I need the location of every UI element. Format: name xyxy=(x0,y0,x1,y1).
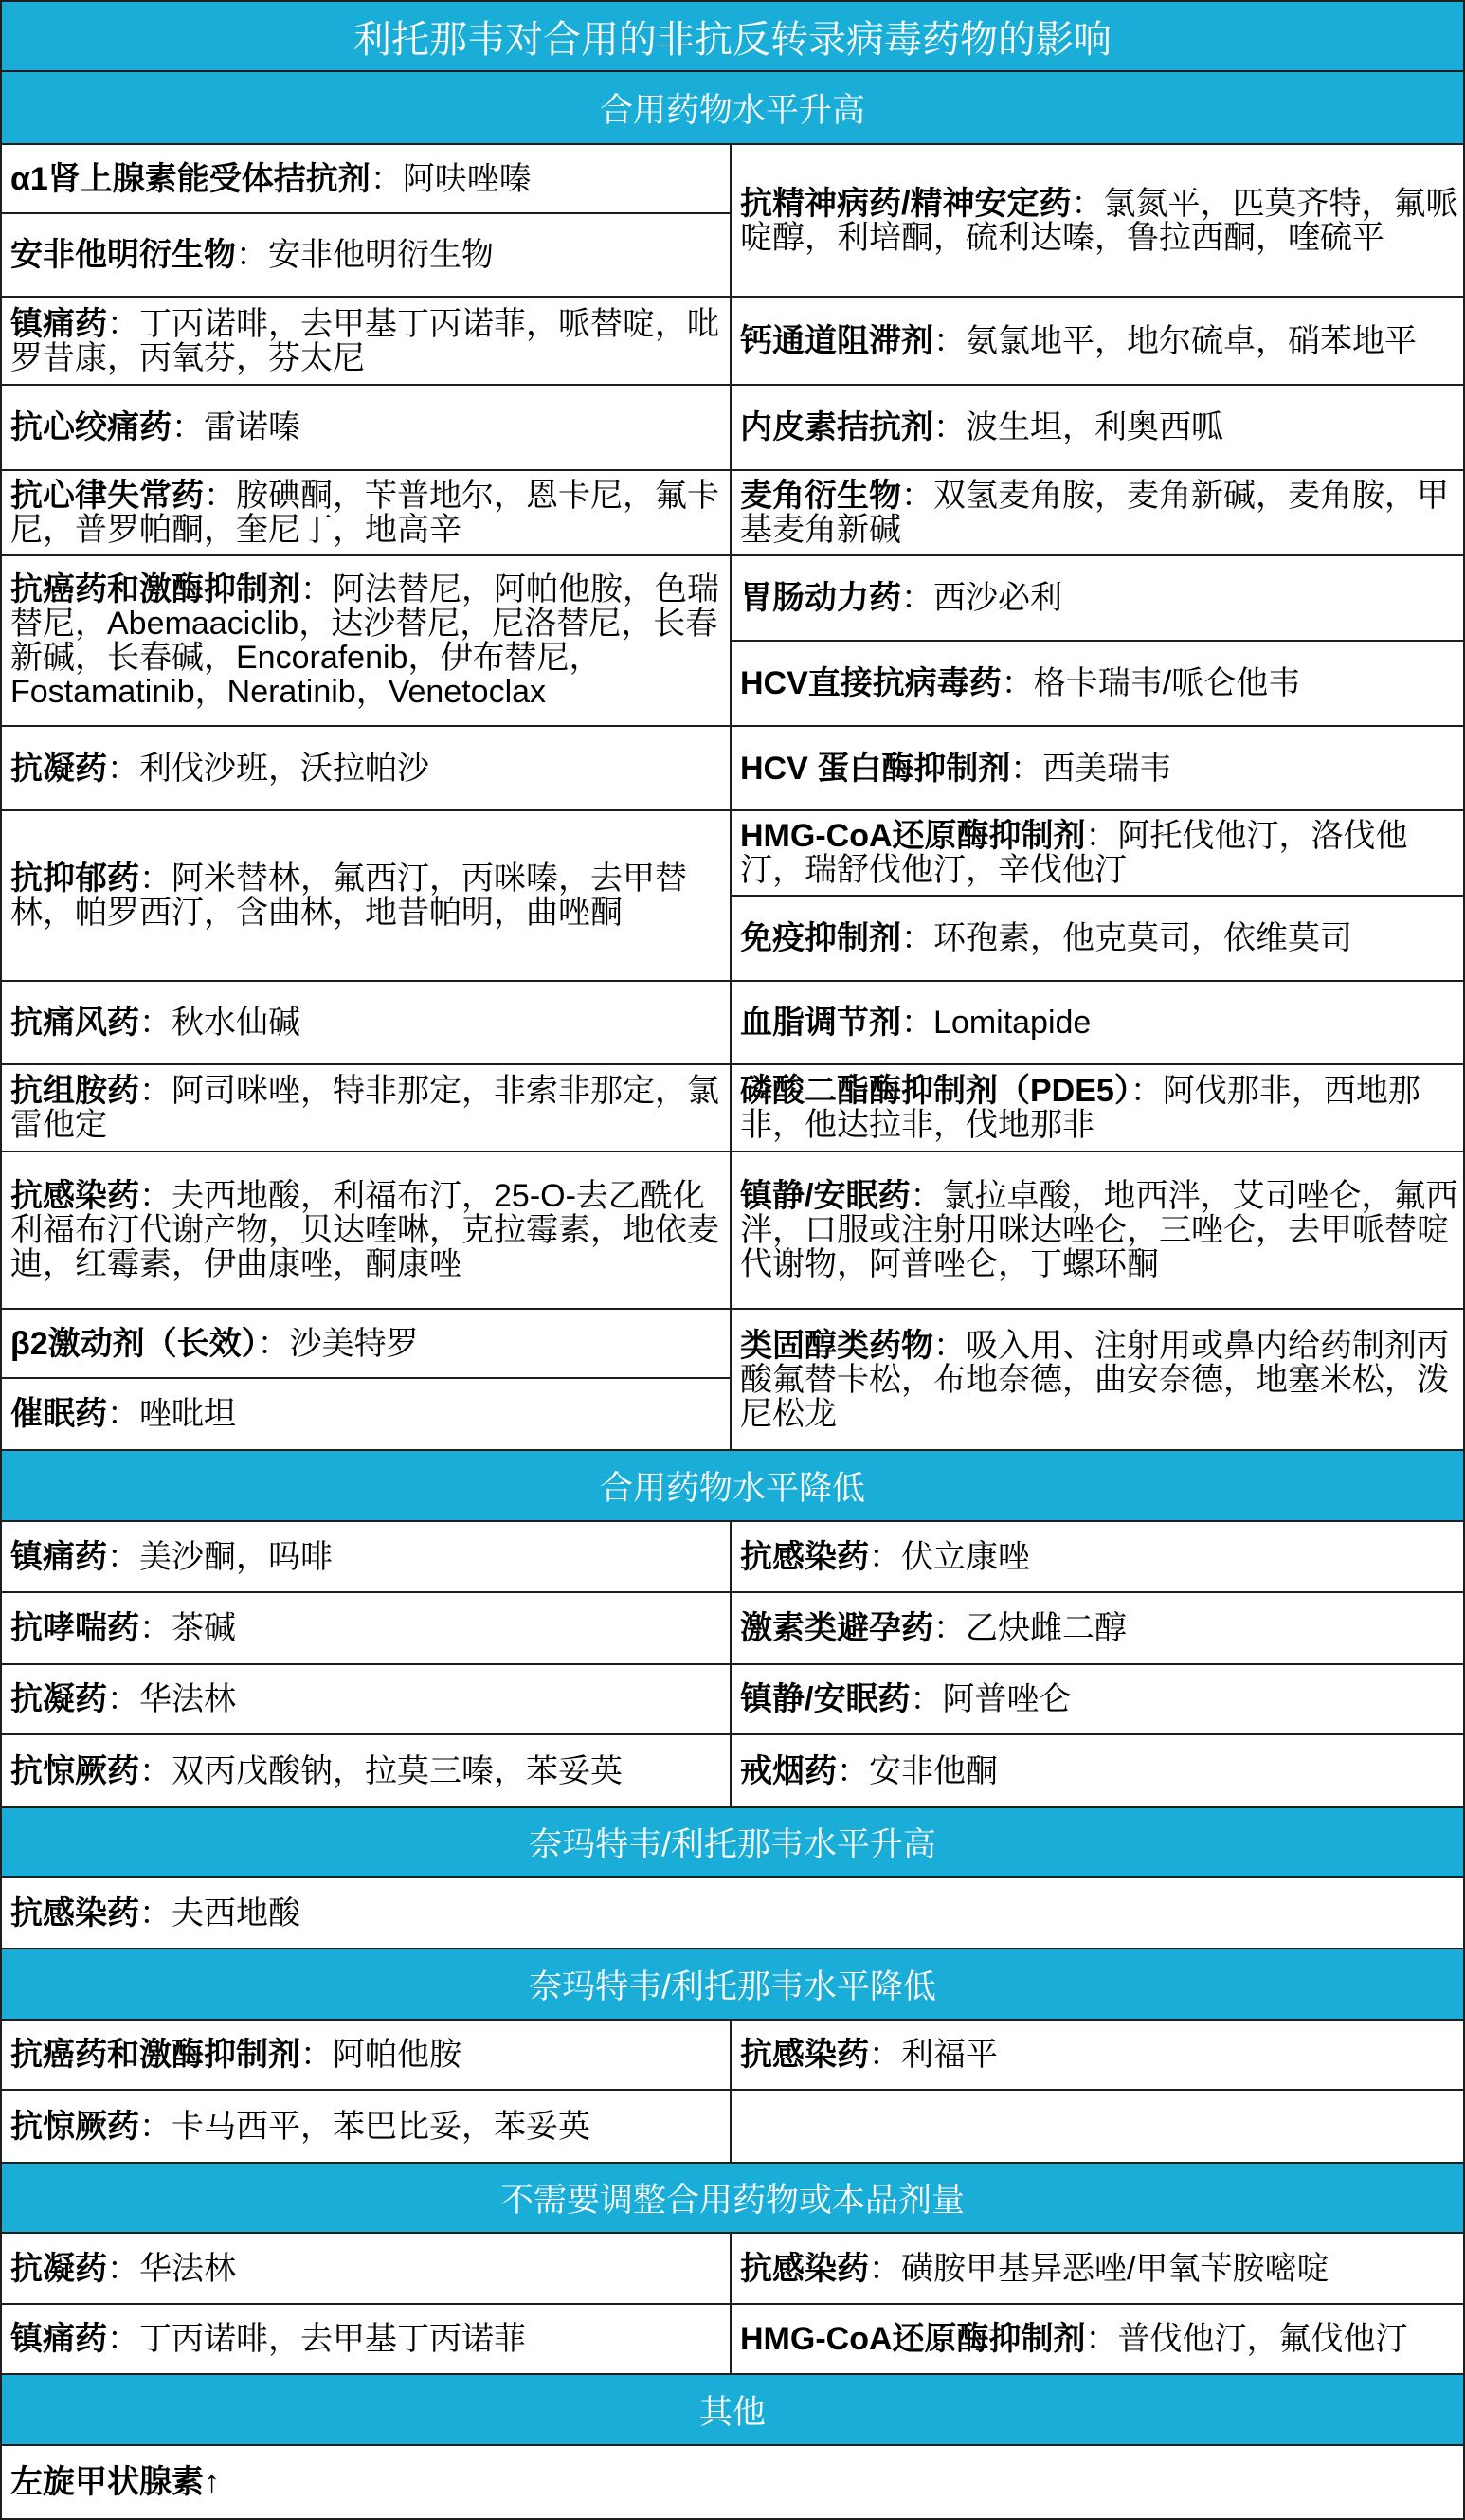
label-separator: ： xyxy=(139,1610,172,1646)
left-column xyxy=(2,145,732,1451)
drug-cell xyxy=(732,1152,1463,1310)
drug-entry xyxy=(10,1006,300,1040)
drug-cell xyxy=(2,2021,732,2091)
drug-list: 安非他明衍生物 xyxy=(268,237,494,273)
drug-cell xyxy=(732,1065,1463,1152)
table-row xyxy=(2,2021,1463,2091)
drug-list: 沙美特罗 xyxy=(289,1325,419,1362)
section-header: 其他 xyxy=(2,2375,1463,2446)
drug-class-label: HCV 蛋白酶抑制剂 xyxy=(740,750,1011,787)
drug-entry xyxy=(10,410,300,444)
drug-cell xyxy=(2,1379,732,1451)
drug-list: 西沙必利 xyxy=(933,580,1062,616)
drug-cell xyxy=(2,214,732,298)
table-row xyxy=(2,1665,1463,1735)
drug-class-label: 戒烟药 xyxy=(740,1752,837,1789)
drug-class-label: 内皮素拮抗剂 xyxy=(740,409,933,445)
table-row xyxy=(2,2446,1463,2518)
drug-cell xyxy=(2,1878,1463,1949)
drug-class-label: 抗感染药 xyxy=(740,2037,869,2073)
drug-class-label: 抗凝药 xyxy=(10,750,107,787)
drug-list: 卡马西平，苯巴比妥，苯妥英 xyxy=(172,2108,590,2145)
label-separator: ： xyxy=(107,1538,139,1575)
drug-list: 氯拉卓酸，地西泮，艾司唑仑，氟西泮，口服或注射用咪达唑仑，三唑仑，去甲哌替啶代谢物，阿普唑仑，丁螺环酮 xyxy=(740,1178,1458,1282)
drug-class-label: 抗感染药 xyxy=(740,2250,869,2287)
label-separator: ： xyxy=(1010,750,1043,787)
drug-entry xyxy=(740,752,1171,786)
label-separator: ： xyxy=(869,1538,901,1575)
section-other xyxy=(2,2375,1463,2518)
drug-entry xyxy=(10,572,726,709)
label-separator: ： xyxy=(300,571,333,607)
section-nirmatrelvir-ritonavir-increased xyxy=(2,1808,1463,1949)
drug-cell xyxy=(732,2305,1463,2375)
drug-list: 华法林 xyxy=(139,2250,236,2287)
label-separator: ： xyxy=(204,478,236,514)
label-separator: ： xyxy=(901,478,933,514)
drug-class-label: 镇痛药 xyxy=(10,2321,107,2357)
drug-list: 双氢麦角胺，麦角新碱，麦角胺，甲基麦角新碱 xyxy=(740,478,1449,548)
drug-cell xyxy=(2,727,732,811)
drug-list: 阿伐那非，西地那非，他达拉非，伐地那非 xyxy=(740,1073,1420,1143)
label-separator: ： xyxy=(1085,818,1118,854)
drug-class-label: 抗感染药 xyxy=(740,1538,869,1575)
drug-cell xyxy=(2,2446,1463,2518)
label-separator: ： xyxy=(1085,2321,1118,2357)
drug-class-label: 类固醇类药物 xyxy=(740,1327,933,1364)
drug-list: 阿法替尼，阿帕他胺，色瑞替尼，Abemaaciclib，达沙替尼，尼洛替尼，长春新碱，长春碱，Encorafenib，伊布替尼，Fostamatinib，Neratinib，Venetoclax xyxy=(10,571,719,710)
drug-cell xyxy=(732,982,1463,1065)
drug-class-label: 抗感染药 xyxy=(10,1178,139,1214)
label-separator: ： xyxy=(933,1610,966,1646)
drug-cell xyxy=(2,1065,732,1152)
drug-entry xyxy=(10,752,429,786)
table-row xyxy=(2,1522,1463,1593)
section-no-dose-adjustment xyxy=(2,2164,1463,2375)
drug-cell xyxy=(2,386,732,471)
drug-list: 丁丙诺啡，去甲基丁丙诺菲 xyxy=(139,2321,526,2357)
table-row xyxy=(2,2234,1463,2305)
drug-list: 华法林 xyxy=(139,1681,236,1717)
drug-entry xyxy=(740,581,1062,615)
label-separator: ： xyxy=(901,580,933,616)
drug-entry xyxy=(740,819,1459,887)
drug-list: 吸入用、注射用或鼻内给药制剂丙酸氟替卡松，布地奈德，曲安奈德，地塞米松，泼尼松龙 xyxy=(740,1327,1449,1432)
drug-entry xyxy=(10,238,494,272)
drug-cell xyxy=(2,811,732,982)
label-separator: ： xyxy=(139,1005,172,1041)
drug-list: 阿帕他胺 xyxy=(333,2037,461,2073)
label-separator: ： xyxy=(1130,1073,1163,1109)
label-separator: ： xyxy=(933,322,966,359)
drug-class-label: 抗感染药 xyxy=(10,1895,139,1931)
drug-cell xyxy=(732,642,1463,727)
drug-list: 格卡瑞韦/哌仑他韦 xyxy=(1033,665,1301,701)
label-separator: ： xyxy=(139,861,172,897)
right-column xyxy=(732,145,1463,1451)
drug-class-label: 抗惊厥药 xyxy=(10,1752,139,1789)
drug-class-label: 抗癌药和激酶抑制剂 xyxy=(10,571,300,607)
drug-class-label: 激素类避孕药 xyxy=(740,1610,933,1646)
label-separator: ： xyxy=(869,2037,901,2073)
label-separator: ： xyxy=(869,2250,901,2287)
drug-entry xyxy=(740,187,1459,255)
drug-entry xyxy=(740,666,1300,700)
section-header: 合用药物水平降低 xyxy=(2,1451,1463,1522)
drug-list: 阿呋唑嗪 xyxy=(402,160,532,197)
drug-list: 唑吡坦 xyxy=(139,1396,236,1432)
drug-class-label: HMG-CoA还原酶抑制剂 xyxy=(740,818,1086,854)
section-header: 不需要调整合用药物或本品剂量 xyxy=(2,2164,1463,2234)
drug-entry xyxy=(740,921,1352,955)
drug-entry xyxy=(740,1074,1459,1142)
drug-entry xyxy=(740,2038,998,2072)
drug-cell xyxy=(2,1593,732,1665)
drug-class-label: 镇静/安眠药 xyxy=(740,1178,911,1214)
drug-class-label: 抗组胺药 xyxy=(10,1073,139,1109)
drug-class-label: 抗痛风药 xyxy=(10,1005,139,1041)
label-separator: ： xyxy=(107,1396,139,1432)
drug-cell xyxy=(732,1665,1463,1735)
drug-entry xyxy=(10,2252,236,2286)
label-separator: ： xyxy=(901,1005,933,1041)
drug-cell xyxy=(732,811,1463,897)
label-separator: ： xyxy=(107,305,139,342)
drug-list: 夫西地酸，利福布汀，25-O-去乙酰化利福布汀代谢产物，贝达喹啉，克拉霉素，地依麦迪，红霉素，伊曲康唑，酮康唑 xyxy=(10,1178,719,1282)
drug-entry xyxy=(740,1611,1127,1645)
drug-class-label: 血脂调节剂 xyxy=(740,1005,901,1041)
drug-class-label: β2激动剂（长效） xyxy=(10,1325,258,1362)
label-separator: ： xyxy=(139,1178,172,1214)
drug-list: 氨氯地平，地尔硫卓，硝苯地平 xyxy=(966,322,1417,359)
drug-cell xyxy=(732,298,1463,386)
drug-entry xyxy=(740,2252,1329,2286)
drug-entry xyxy=(10,1327,419,1361)
two-column-block xyxy=(2,145,1463,1451)
drug-cell xyxy=(2,298,732,386)
drug-entry xyxy=(740,1006,1091,1040)
drug-cell xyxy=(2,982,732,1065)
drug-list: 普伐他汀，氟伐他汀 xyxy=(1117,2321,1408,2357)
drug-class-label: 钙通道阻滞剂 xyxy=(740,322,933,359)
drug-cell xyxy=(2,1665,732,1735)
drug-entry xyxy=(740,1179,1459,1281)
drug-entry xyxy=(740,479,1459,547)
label-separator: ： xyxy=(139,2108,172,2145)
drug-list: Lomitapide xyxy=(933,1005,1092,1041)
drug-entry xyxy=(10,1540,333,1574)
drug-cell xyxy=(2,2305,732,2375)
table-row xyxy=(2,1878,1463,1949)
drug-entry xyxy=(10,1074,726,1142)
drug-cell xyxy=(732,727,1463,811)
drug-cell xyxy=(732,1310,1463,1451)
drug-entry xyxy=(10,1682,236,1716)
drug-entry xyxy=(740,1682,1071,1716)
drug-cell xyxy=(732,2234,1463,2305)
drug-cell xyxy=(2,2091,732,2164)
drug-entry xyxy=(740,2322,1408,2356)
drug-cell xyxy=(732,145,1463,298)
drug-cell xyxy=(732,1735,1463,1808)
drug-list: 秋水仙碱 xyxy=(172,1005,300,1041)
drug-class-label: 抗心律失常药 xyxy=(10,478,204,514)
table-row xyxy=(2,2305,1463,2375)
drug-list: 雷诺嗪 xyxy=(204,409,300,445)
drug-list: 安非他酮 xyxy=(869,1752,998,1789)
drug-cell xyxy=(732,1522,1463,1593)
drug-list: ↑ xyxy=(204,2464,220,2500)
drug-cell xyxy=(2,471,732,556)
label-separator: ： xyxy=(107,1681,139,1717)
drug-entry xyxy=(10,1179,726,1281)
drug-cell xyxy=(2,1152,732,1310)
section-comed-levels-increased xyxy=(2,72,1463,1451)
table-row xyxy=(2,2091,1463,2164)
section-comed-levels-decreased xyxy=(2,1451,1463,1808)
drug-class-label: 抗凝药 xyxy=(10,1681,107,1717)
label-separator: ： xyxy=(1001,665,1034,701)
drug-entry xyxy=(10,2110,590,2144)
drug-entry xyxy=(10,2465,220,2499)
label-separator: ： xyxy=(139,1895,172,1931)
drug-entry xyxy=(740,1329,1459,1431)
drug-entry xyxy=(10,2322,526,2356)
drug-list: 阿司咪唑，特非那定，非索非那定，氯雷他定 xyxy=(10,1073,719,1143)
drug-list: 丁丙诺啡，去甲基丁丙诺菲，哌替啶，吡罗昔康，丙氧芬，芬太尼 xyxy=(10,305,719,376)
label-separator: ： xyxy=(370,160,403,197)
table-row xyxy=(2,1593,1463,1665)
label-separator: ： xyxy=(257,1325,290,1362)
label-separator: ： xyxy=(933,409,966,445)
table-row xyxy=(2,1735,1463,1808)
drug-cell xyxy=(732,471,1463,556)
label-separator: ： xyxy=(107,2250,139,2287)
drug-list: 利福平 xyxy=(901,2037,998,2073)
label-separator: ： xyxy=(107,2321,139,2357)
label-separator: ： xyxy=(300,2037,333,2073)
drug-cell xyxy=(732,386,1463,471)
table-title: 利托那韦对合用的非抗反转录病毒药物的影响 xyxy=(2,2,1463,72)
drug-entry xyxy=(740,1754,998,1788)
drug-cell xyxy=(2,145,732,214)
drug-class-label: 催眠药 xyxy=(10,1396,107,1432)
drug-entry xyxy=(10,2038,461,2072)
drug-list: 美沙酮，吗啡 xyxy=(139,1538,333,1575)
drug-class-label: 抗癌药和激酶抑制剂 xyxy=(10,2037,300,2073)
drug-cell xyxy=(2,556,732,727)
label-separator: ： xyxy=(837,1752,869,1789)
drug-cell xyxy=(732,897,1463,982)
drug-entry xyxy=(10,861,726,930)
drug-class-label: 安非他明衍生物 xyxy=(10,237,236,273)
drug-entry xyxy=(10,1754,623,1788)
label-separator: ： xyxy=(139,1073,172,1109)
drug-entry xyxy=(740,1540,1030,1574)
drug-class-label: 磷酸二酯酶抑制剂（PDE5） xyxy=(740,1073,1130,1109)
drug-cell xyxy=(2,1735,732,1808)
drug-class-label: 抗凝药 xyxy=(10,2250,107,2287)
label-separator: ： xyxy=(107,750,139,787)
drug-class-label: 抗惊厥药 xyxy=(10,2108,139,2145)
label-separator: ： xyxy=(933,1327,966,1364)
drug-entry xyxy=(740,410,1223,444)
label-separator: ： xyxy=(901,920,933,956)
drug-class-label: 胃肠动力药 xyxy=(740,580,901,616)
drug-entry xyxy=(10,1611,236,1645)
empty-cell xyxy=(732,2091,1463,2164)
drug-entry xyxy=(10,479,726,547)
section-header: 奈玛特韦/利托那韦水平降低 xyxy=(2,1949,1463,2021)
drug-entry xyxy=(10,1397,236,1431)
section-nirmatrelvir-ritonavir-decreased xyxy=(2,1949,1463,2164)
drug-entry xyxy=(10,307,726,375)
drug-class-label: 抗抑郁药 xyxy=(10,861,139,897)
drug-class-label: 镇静/安眠药 xyxy=(740,1681,911,1717)
drug-class-label: 镇痛药 xyxy=(10,1538,107,1575)
label-separator: ： xyxy=(139,1752,172,1789)
drug-class-label: HMG-CoA还原酶抑制剂 xyxy=(740,2321,1086,2357)
drug-class-label: 抗精神病药/精神安定药 xyxy=(740,185,1072,222)
drug-list: 阿普唑仑 xyxy=(942,1681,1072,1717)
drug-class-label: 免疫抑制剂 xyxy=(740,920,901,956)
drug-list: 利伐沙班，沃拉帕沙 xyxy=(139,750,429,787)
drug-list: 茶碱 xyxy=(172,1610,236,1646)
drug-list: 阿托伐他汀，洛伐他汀，瑞舒伐他汀，辛伐他汀 xyxy=(740,818,1408,888)
drug-cell xyxy=(2,1310,732,1379)
drug-list: 阿米替林，氟西汀，丙咪嗪，去甲替林，帕罗西汀，含曲林，地昔帕明，曲唑酮 xyxy=(10,861,687,931)
drug-entry xyxy=(10,1896,300,1931)
drug-cell xyxy=(2,1522,732,1593)
drug-list: 波生坦，利奥西呱 xyxy=(966,409,1223,445)
drug-list: 磺胺甲基异恶唑/甲氧苄胺嘧啶 xyxy=(901,2250,1329,2287)
drug-list: 环孢素，他克莫司，依维莫司 xyxy=(933,920,1352,956)
section-header: 奈玛特韦/利托那韦水平升高 xyxy=(2,1808,1463,1878)
drug-class-label: HCV直接抗病毒药 xyxy=(740,665,1002,701)
drug-list: 胺碘酮，苄普地尔，恩卡尼，氟卡尼，普罗帕酮，奎尼丁，地高辛 xyxy=(10,478,719,548)
drug-class-label: α1肾上腺素能受体拮抗剂 xyxy=(10,160,371,197)
drug-cell xyxy=(732,2021,1463,2091)
drug-cell xyxy=(732,556,1463,642)
drug-cell xyxy=(732,1593,1463,1665)
label-separator: ： xyxy=(172,409,204,445)
drug-class-label: 镇痛药 xyxy=(10,305,107,342)
drug-class-label: 抗哮喘药 xyxy=(10,1610,139,1646)
drug-class-label: 左旋甲状腺素 xyxy=(10,2464,204,2500)
drug-list: 氯氮平，匹莫齐特，氟哌啶醇，利培酮，硫利达嗪，鲁拉西酮，喹硫平 xyxy=(740,185,1458,256)
drug-list: 双丙戊酸钠，拉莫三嗪，苯妥英 xyxy=(172,1752,623,1789)
drug-entry xyxy=(740,324,1417,358)
drug-class-label: 抗心绞痛药 xyxy=(10,409,172,445)
drug-list: 夫西地酸 xyxy=(172,1895,300,1931)
section-header: 合用药物水平升高 xyxy=(2,72,1463,145)
drug-list: 西美瑞韦 xyxy=(1042,750,1172,787)
drug-list: 伏立康唑 xyxy=(901,1538,1030,1575)
label-separator: ： xyxy=(1071,185,1104,222)
drug-list: 乙炔雌二醇 xyxy=(966,1610,1127,1646)
label-separator: ： xyxy=(910,1681,943,1717)
label-separator: ： xyxy=(910,1178,943,1214)
drug-class-label: 麦角衍生物 xyxy=(740,478,901,514)
drug-entry xyxy=(10,162,532,196)
drug-cell xyxy=(2,2234,732,2305)
label-separator: ： xyxy=(236,237,268,273)
